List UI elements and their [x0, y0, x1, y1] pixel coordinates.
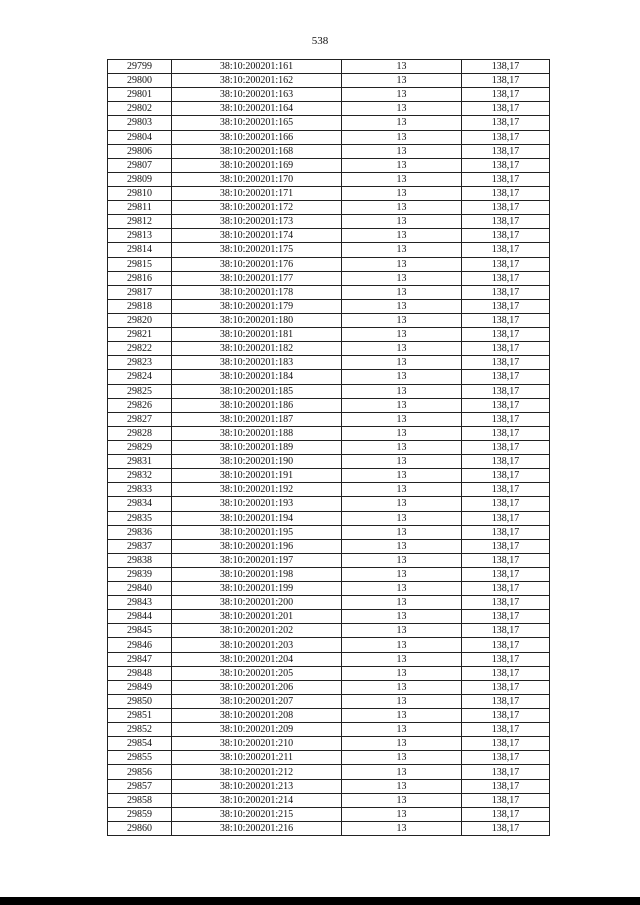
value-cell: 138,17 — [462, 525, 550, 539]
cadastral-number-cell: 38:10:200201:177 — [172, 271, 342, 285]
quantity-cell: 13 — [342, 243, 462, 257]
table-row — [108, 709, 550, 723]
value-cell: 138,17 — [462, 384, 550, 398]
value-cell: 138,17 — [462, 271, 550, 285]
cadastral-number-cell: 38:10:200201:195 — [172, 525, 342, 539]
cadastral-number-cell: 38:10:200201:176 — [172, 257, 342, 271]
table-row — [108, 285, 550, 299]
record-number-cell: 29836 — [108, 525, 172, 539]
cadastral-number-cell: 38:10:200201:179 — [172, 299, 342, 313]
quantity-cell: 13 — [342, 553, 462, 567]
record-number-cell: 29832 — [108, 469, 172, 483]
table-row — [108, 779, 550, 793]
parcel-table-body — [108, 60, 550, 836]
record-number-cell: 29857 — [108, 779, 172, 793]
quantity-cell: 13 — [342, 666, 462, 680]
record-number-cell: 29831 — [108, 455, 172, 469]
value-cell: 138,17 — [462, 497, 550, 511]
cadastral-number-cell: 38:10:200201:189 — [172, 440, 342, 454]
quantity-cell: 13 — [342, 765, 462, 779]
quantity-cell: 13 — [342, 610, 462, 624]
record-number-cell: 29813 — [108, 229, 172, 243]
table-row — [108, 201, 550, 215]
table-row — [108, 751, 550, 765]
value-cell: 138,17 — [462, 74, 550, 88]
record-number-cell: 29817 — [108, 285, 172, 299]
value-cell: 138,17 — [462, 130, 550, 144]
table-row — [108, 384, 550, 398]
record-number-cell: 29802 — [108, 102, 172, 116]
cadastral-number-cell: 38:10:200201:174 — [172, 229, 342, 243]
value-cell: 138,17 — [462, 116, 550, 130]
cadastral-number-cell: 38:10:200201:161 — [172, 60, 342, 74]
value-cell: 138,17 — [462, 680, 550, 694]
quantity-cell: 13 — [342, 412, 462, 426]
page-number: 538 — [311, 35, 329, 47]
record-number-cell: 29839 — [108, 567, 172, 581]
quantity-cell: 13 — [342, 793, 462, 807]
value-cell: 138,17 — [462, 88, 550, 102]
record-number-cell: 29840 — [108, 582, 172, 596]
cadastral-number-cell: 38:10:200201:213 — [172, 779, 342, 793]
table-row — [108, 370, 550, 384]
cadastral-number-cell: 38:10:200201:163 — [172, 88, 342, 102]
table-row — [108, 652, 550, 666]
quantity-cell: 13 — [342, 807, 462, 821]
value-cell: 138,17 — [462, 624, 550, 638]
value-cell: 138,17 — [462, 102, 550, 116]
record-number-cell: 29809 — [108, 172, 172, 186]
value-cell: 138,17 — [462, 215, 550, 229]
cadastral-number-cell: 38:10:200201:165 — [172, 116, 342, 130]
quantity-cell: 13 — [342, 201, 462, 215]
table-row — [108, 229, 550, 243]
table-row — [108, 497, 550, 511]
record-number-cell: 29827 — [108, 412, 172, 426]
table-row — [108, 483, 550, 497]
table-row — [108, 821, 550, 835]
cadastral-number-cell: 38:10:200201:191 — [172, 469, 342, 483]
cadastral-number-cell: 38:10:200201:183 — [172, 356, 342, 370]
cadastral-number-cell: 38:10:200201:203 — [172, 638, 342, 652]
record-number-cell: 29799 — [108, 60, 172, 74]
cadastral-number-cell: 38:10:200201:198 — [172, 567, 342, 581]
record-number-cell: 29806 — [108, 144, 172, 158]
value-cell: 138,17 — [462, 455, 550, 469]
value-cell: 138,17 — [462, 229, 550, 243]
value-cell: 138,17 — [462, 567, 550, 581]
record-number-cell: 29858 — [108, 793, 172, 807]
record-number-cell: 29822 — [108, 342, 172, 356]
scan-edge-bar — [0, 897, 640, 905]
cadastral-number-cell: 38:10:200201:202 — [172, 624, 342, 638]
cadastral-number-cell: 38:10:200201:182 — [172, 342, 342, 356]
cadastral-number-cell: 38:10:200201:166 — [172, 130, 342, 144]
cadastral-number-cell: 38:10:200201:201 — [172, 610, 342, 624]
table-row — [108, 582, 550, 596]
table-row — [108, 694, 550, 708]
quantity-cell: 13 — [342, 186, 462, 200]
table-row — [108, 638, 550, 652]
table-row — [108, 426, 550, 440]
quantity-cell: 13 — [342, 172, 462, 186]
record-number-cell: 29852 — [108, 723, 172, 737]
record-number-cell: 29834 — [108, 497, 172, 511]
record-number-cell: 29814 — [108, 243, 172, 257]
record-number-cell: 29804 — [108, 130, 172, 144]
value-cell: 138,17 — [462, 313, 550, 327]
record-number-cell: 29851 — [108, 709, 172, 723]
cadastral-number-cell: 38:10:200201:173 — [172, 215, 342, 229]
record-number-cell: 29810 — [108, 186, 172, 200]
record-number-cell: 29854 — [108, 737, 172, 751]
cadastral-number-cell: 38:10:200201:209 — [172, 723, 342, 737]
cadastral-number-cell: 38:10:200201:172 — [172, 201, 342, 215]
quantity-cell: 13 — [342, 356, 462, 370]
value-cell: 138,17 — [462, 356, 550, 370]
table-row — [108, 511, 550, 525]
value-cell: 138,17 — [462, 370, 550, 384]
cadastral-number-cell: 38:10:200201:205 — [172, 666, 342, 680]
quantity-cell: 13 — [342, 596, 462, 610]
quantity-cell: 13 — [342, 539, 462, 553]
cadastral-number-cell: 38:10:200201:184 — [172, 370, 342, 384]
cadastral-number-cell: 38:10:200201:207 — [172, 694, 342, 708]
quantity-cell: 13 — [342, 285, 462, 299]
cadastral-number-cell: 38:10:200201:181 — [172, 328, 342, 342]
table-row — [108, 186, 550, 200]
quantity-cell: 13 — [342, 342, 462, 356]
cadastral-number-cell: 38:10:200201:214 — [172, 793, 342, 807]
value-cell: 138,17 — [462, 694, 550, 708]
record-number-cell: 29812 — [108, 215, 172, 229]
quantity-cell: 13 — [342, 116, 462, 130]
table-row — [108, 440, 550, 454]
cadastral-number-cell: 38:10:200201:164 — [172, 102, 342, 116]
quantity-cell: 13 — [342, 74, 462, 88]
cadastral-number-cell: 38:10:200201:187 — [172, 412, 342, 426]
cadastral-number-cell: 38:10:200201:178 — [172, 285, 342, 299]
quantity-cell: 13 — [342, 821, 462, 835]
record-number-cell: 29818 — [108, 299, 172, 313]
record-number-cell: 29844 — [108, 610, 172, 624]
value-cell: 138,17 — [462, 511, 550, 525]
value-cell: 138,17 — [462, 257, 550, 271]
table-row — [108, 243, 550, 257]
table-row — [108, 130, 550, 144]
table-row — [108, 412, 550, 426]
quantity-cell: 13 — [342, 144, 462, 158]
table-row — [108, 398, 550, 412]
quantity-cell: 13 — [342, 313, 462, 327]
table-row — [108, 737, 550, 751]
record-number-cell: 29820 — [108, 313, 172, 327]
cadastral-number-cell: 38:10:200201:197 — [172, 553, 342, 567]
quantity-cell: 13 — [342, 370, 462, 384]
quantity-cell: 13 — [342, 102, 462, 116]
record-number-cell: 29849 — [108, 680, 172, 694]
quantity-cell: 13 — [342, 158, 462, 172]
cadastral-number-cell: 38:10:200201:186 — [172, 398, 342, 412]
cadastral-number-cell: 38:10:200201:215 — [172, 807, 342, 821]
record-number-cell: 29825 — [108, 384, 172, 398]
quantity-cell: 13 — [342, 229, 462, 243]
record-number-cell: 29847 — [108, 652, 172, 666]
quantity-cell: 13 — [342, 652, 462, 666]
cadastral-number-cell: 38:10:200201:206 — [172, 680, 342, 694]
table-row — [108, 469, 550, 483]
cadastral-number-cell: 38:10:200201:211 — [172, 751, 342, 765]
record-number-cell: 29821 — [108, 328, 172, 342]
table-row — [108, 271, 550, 285]
quantity-cell: 13 — [342, 624, 462, 638]
table-row — [108, 74, 550, 88]
quantity-cell: 13 — [342, 215, 462, 229]
quantity-cell: 13 — [342, 60, 462, 74]
cadastral-number-cell: 38:10:200201:212 — [172, 765, 342, 779]
record-number-cell: 29837 — [108, 539, 172, 553]
value-cell: 138,17 — [462, 737, 550, 751]
quantity-cell: 13 — [342, 582, 462, 596]
table-row — [108, 172, 550, 186]
table-row — [108, 313, 550, 327]
value-cell: 138,17 — [462, 483, 550, 497]
record-number-cell: 29824 — [108, 370, 172, 384]
quantity-cell: 13 — [342, 271, 462, 285]
quantity-cell: 13 — [342, 497, 462, 511]
value-cell: 138,17 — [462, 779, 550, 793]
quantity-cell: 13 — [342, 384, 462, 398]
quantity-cell: 13 — [342, 398, 462, 412]
record-number-cell: 29815 — [108, 257, 172, 271]
table-row — [108, 60, 550, 74]
cadastral-number-cell: 38:10:200201:168 — [172, 144, 342, 158]
cadastral-number-cell: 38:10:200201:200 — [172, 596, 342, 610]
quantity-cell: 13 — [342, 709, 462, 723]
value-cell: 138,17 — [462, 553, 550, 567]
cadastral-number-cell: 38:10:200201:180 — [172, 313, 342, 327]
value-cell: 138,17 — [462, 582, 550, 596]
value-cell: 138,17 — [462, 144, 550, 158]
value-cell: 138,17 — [462, 201, 550, 215]
table-row — [108, 666, 550, 680]
record-number-cell: 29826 — [108, 398, 172, 412]
cadastral-number-cell: 38:10:200201:170 — [172, 172, 342, 186]
cadastral-number-cell: 38:10:200201:216 — [172, 821, 342, 835]
value-cell: 138,17 — [462, 299, 550, 313]
table-row — [108, 215, 550, 229]
value-cell: 138,17 — [462, 342, 550, 356]
value-cell: 138,17 — [462, 821, 550, 835]
cadastral-number-cell: 38:10:200201:162 — [172, 74, 342, 88]
value-cell: 138,17 — [462, 652, 550, 666]
table-row — [108, 807, 550, 821]
table-row — [108, 553, 550, 567]
record-number-cell: 29860 — [108, 821, 172, 835]
cadastral-number-cell: 38:10:200201:196 — [172, 539, 342, 553]
quantity-cell: 13 — [342, 88, 462, 102]
value-cell: 138,17 — [462, 412, 550, 426]
value-cell: 138,17 — [462, 793, 550, 807]
table-row — [108, 525, 550, 539]
record-number-cell: 29811 — [108, 201, 172, 215]
record-number-cell: 29833 — [108, 483, 172, 497]
table-row — [108, 88, 550, 102]
cadastral-number-cell: 38:10:200201:208 — [172, 709, 342, 723]
record-number-cell: 29801 — [108, 88, 172, 102]
record-number-cell: 29846 — [108, 638, 172, 652]
table-row — [108, 723, 550, 737]
record-number-cell: 29850 — [108, 694, 172, 708]
record-number-cell: 29856 — [108, 765, 172, 779]
quantity-cell: 13 — [342, 525, 462, 539]
cadastral-number-cell: 38:10:200201:193 — [172, 497, 342, 511]
record-number-cell: 29835 — [108, 511, 172, 525]
value-cell: 138,17 — [462, 60, 550, 74]
cadastral-number-cell: 38:10:200201:171 — [172, 186, 342, 200]
value-cell: 138,17 — [462, 723, 550, 737]
cadastral-number-cell: 38:10:200201:188 — [172, 426, 342, 440]
quantity-cell: 13 — [342, 511, 462, 525]
table-row — [108, 257, 550, 271]
table-row — [108, 455, 550, 469]
cadastral-number-cell: 38:10:200201:199 — [172, 582, 342, 596]
value-cell: 138,17 — [462, 807, 550, 821]
cadastral-number-cell: 38:10:200201:204 — [172, 652, 342, 666]
value-cell: 138,17 — [462, 610, 550, 624]
quantity-cell: 13 — [342, 779, 462, 793]
record-number-cell: 29807 — [108, 158, 172, 172]
table-row — [108, 567, 550, 581]
record-number-cell: 29816 — [108, 271, 172, 285]
record-number-cell: 29829 — [108, 440, 172, 454]
record-number-cell: 29838 — [108, 553, 172, 567]
record-number-cell: 29823 — [108, 356, 172, 370]
value-cell: 138,17 — [462, 426, 550, 440]
value-cell: 138,17 — [462, 666, 550, 680]
quantity-cell: 13 — [342, 299, 462, 313]
record-number-cell: 29848 — [108, 666, 172, 680]
record-number-cell: 29855 — [108, 751, 172, 765]
quantity-cell: 13 — [342, 426, 462, 440]
table-row — [108, 144, 550, 158]
table-row — [108, 624, 550, 638]
parcel-table — [107, 59, 550, 836]
value-cell: 138,17 — [462, 638, 550, 652]
record-number-cell: 29803 — [108, 116, 172, 130]
quantity-cell: 13 — [342, 483, 462, 497]
quantity-cell: 13 — [342, 130, 462, 144]
value-cell: 138,17 — [462, 398, 550, 412]
table-row — [108, 596, 550, 610]
cadastral-number-cell: 38:10:200201:210 — [172, 737, 342, 751]
value-cell: 138,17 — [462, 440, 550, 454]
quantity-cell: 13 — [342, 469, 462, 483]
value-cell: 138,17 — [462, 596, 550, 610]
quantity-cell: 13 — [342, 737, 462, 751]
table-row — [108, 793, 550, 807]
cadastral-number-cell: 38:10:200201:194 — [172, 511, 342, 525]
value-cell: 138,17 — [462, 328, 550, 342]
quantity-cell: 13 — [342, 455, 462, 469]
cadastral-number-cell: 38:10:200201:175 — [172, 243, 342, 257]
value-cell: 138,17 — [462, 539, 550, 553]
table-row — [108, 299, 550, 313]
value-cell: 138,17 — [462, 243, 550, 257]
table-row — [108, 116, 550, 130]
cadastral-number-cell: 38:10:200201:185 — [172, 384, 342, 398]
quantity-cell: 13 — [342, 567, 462, 581]
value-cell: 138,17 — [462, 186, 550, 200]
quantity-cell: 13 — [342, 440, 462, 454]
table-row — [108, 102, 550, 116]
value-cell: 138,17 — [462, 751, 550, 765]
quantity-cell: 13 — [342, 328, 462, 342]
table-row — [108, 610, 550, 624]
quantity-cell: 13 — [342, 694, 462, 708]
quantity-cell: 13 — [342, 723, 462, 737]
record-number-cell: 29859 — [108, 807, 172, 821]
table-row — [108, 342, 550, 356]
record-number-cell: 29845 — [108, 624, 172, 638]
cadastral-number-cell: 38:10:200201:169 — [172, 158, 342, 172]
table-row — [108, 680, 550, 694]
table-row — [108, 765, 550, 779]
value-cell: 138,17 — [462, 285, 550, 299]
quantity-cell: 13 — [342, 257, 462, 271]
value-cell: 138,17 — [462, 158, 550, 172]
record-number-cell: 29800 — [108, 74, 172, 88]
quantity-cell: 13 — [342, 638, 462, 652]
table-row — [108, 539, 550, 553]
value-cell: 138,17 — [462, 765, 550, 779]
cadastral-number-cell: 38:10:200201:192 — [172, 483, 342, 497]
record-number-cell: 29843 — [108, 596, 172, 610]
table-row — [108, 158, 550, 172]
table-row — [108, 356, 550, 370]
record-number-cell: 29828 — [108, 426, 172, 440]
table-row — [108, 328, 550, 342]
value-cell: 138,17 — [462, 709, 550, 723]
quantity-cell: 13 — [342, 751, 462, 765]
value-cell: 138,17 — [462, 469, 550, 483]
cadastral-number-cell: 38:10:200201:190 — [172, 455, 342, 469]
value-cell: 138,17 — [462, 172, 550, 186]
quantity-cell: 13 — [342, 680, 462, 694]
